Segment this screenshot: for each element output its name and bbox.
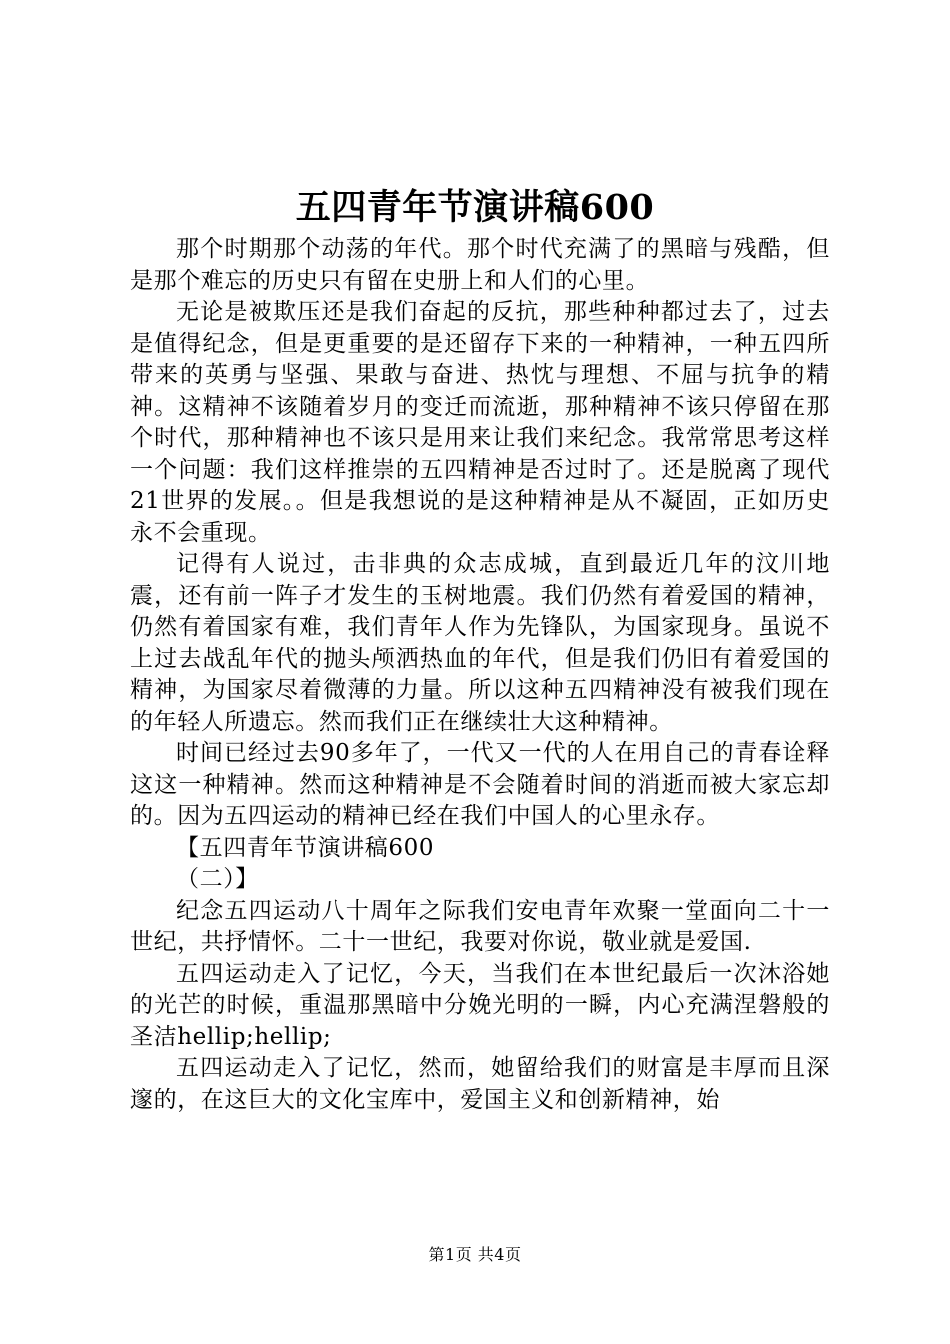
paragraph: 那个时期那个动荡的年代。那个时代充满了的黑暗与残酷，但是那个难忘的历史只有留在史册上和人们的心里。: [130, 236, 830, 294]
paragraph: 纪念五四运动八十周年之际我们安电青年欢聚一堂面向二十一世纪，共抒情怀。二十一世纪，我要对你说，敬业就是爱国.: [130, 897, 830, 955]
paragraph: 五四运动走入了记忆，然而，她留给我们的财富是丰厚而且深邃的，在这巨大的文化宝库中，爱国主义和创新精神，始: [130, 1055, 830, 1113]
paragraph: 记得有人说过，击非典的众志成城，直到最近几年的汶川地震，还有前一阵子才发生的玉树地震。我们仍然有着爱国的精神，仍然有着国家有难，我们青年人作为先锋队，为国家现身。虽说不上过去战乱年代的抛头颅洒热血的年代，但是我们仍旧有着爱国的精神，为国家尽着微薄的力量。所以这种五四精神没有被我们现在的年轻人所遗忘。然而我们正在继续壮大这种精神。: [130, 551, 830, 735]
paragraph: 无论是被欺压还是我们奋起的反抗，那些种种都过去了，过去是值得纪念，但是更重要的是还留存下来的一种精神，一种五四所带来的英勇与坚强、果敢与奋进、热忱与理想、不屈与抗争的精神。这精神不该随着岁月的变迁而流逝，那种精神不该只停留在那个时代，那种精神也不该只是用来让我们来纪念。我常常思考这样一个问题：我们这样推崇的五四精神是否过时了。还是脱离了现代21世界的发展。。但是我想说的是这种精神是从不凝固，正如历史永不会重现。: [130, 299, 830, 546]
section-heading-line-2: （二）】: [176, 866, 259, 892]
paragraph: 时间已经过去90多年了，一代又一代的人在用自己的青春诠释这这一种精神。然而这种精神是不会随着时间的消逝而被大家忘却的。因为五四运动的精神已经在我们中国人的心里永存。: [130, 740, 830, 829]
document-body: [130, 234, 830, 1116]
document-title: 五四青年节演讲稿600: [295, 187, 655, 228]
paragraph: 五四运动走入了记忆，今天，当我们在本世纪最后一次沐浴她的光芒的时候，重温那黑暗中分娩光明的一瞬，内心充满涅磐般的圣洁hellip;hellip;: [130, 960, 830, 1050]
section-heading-line-1: 【五四青年节演讲稿600: [176, 834, 435, 861]
page-footer: 第1页 共4页: [428, 1245, 522, 1264]
